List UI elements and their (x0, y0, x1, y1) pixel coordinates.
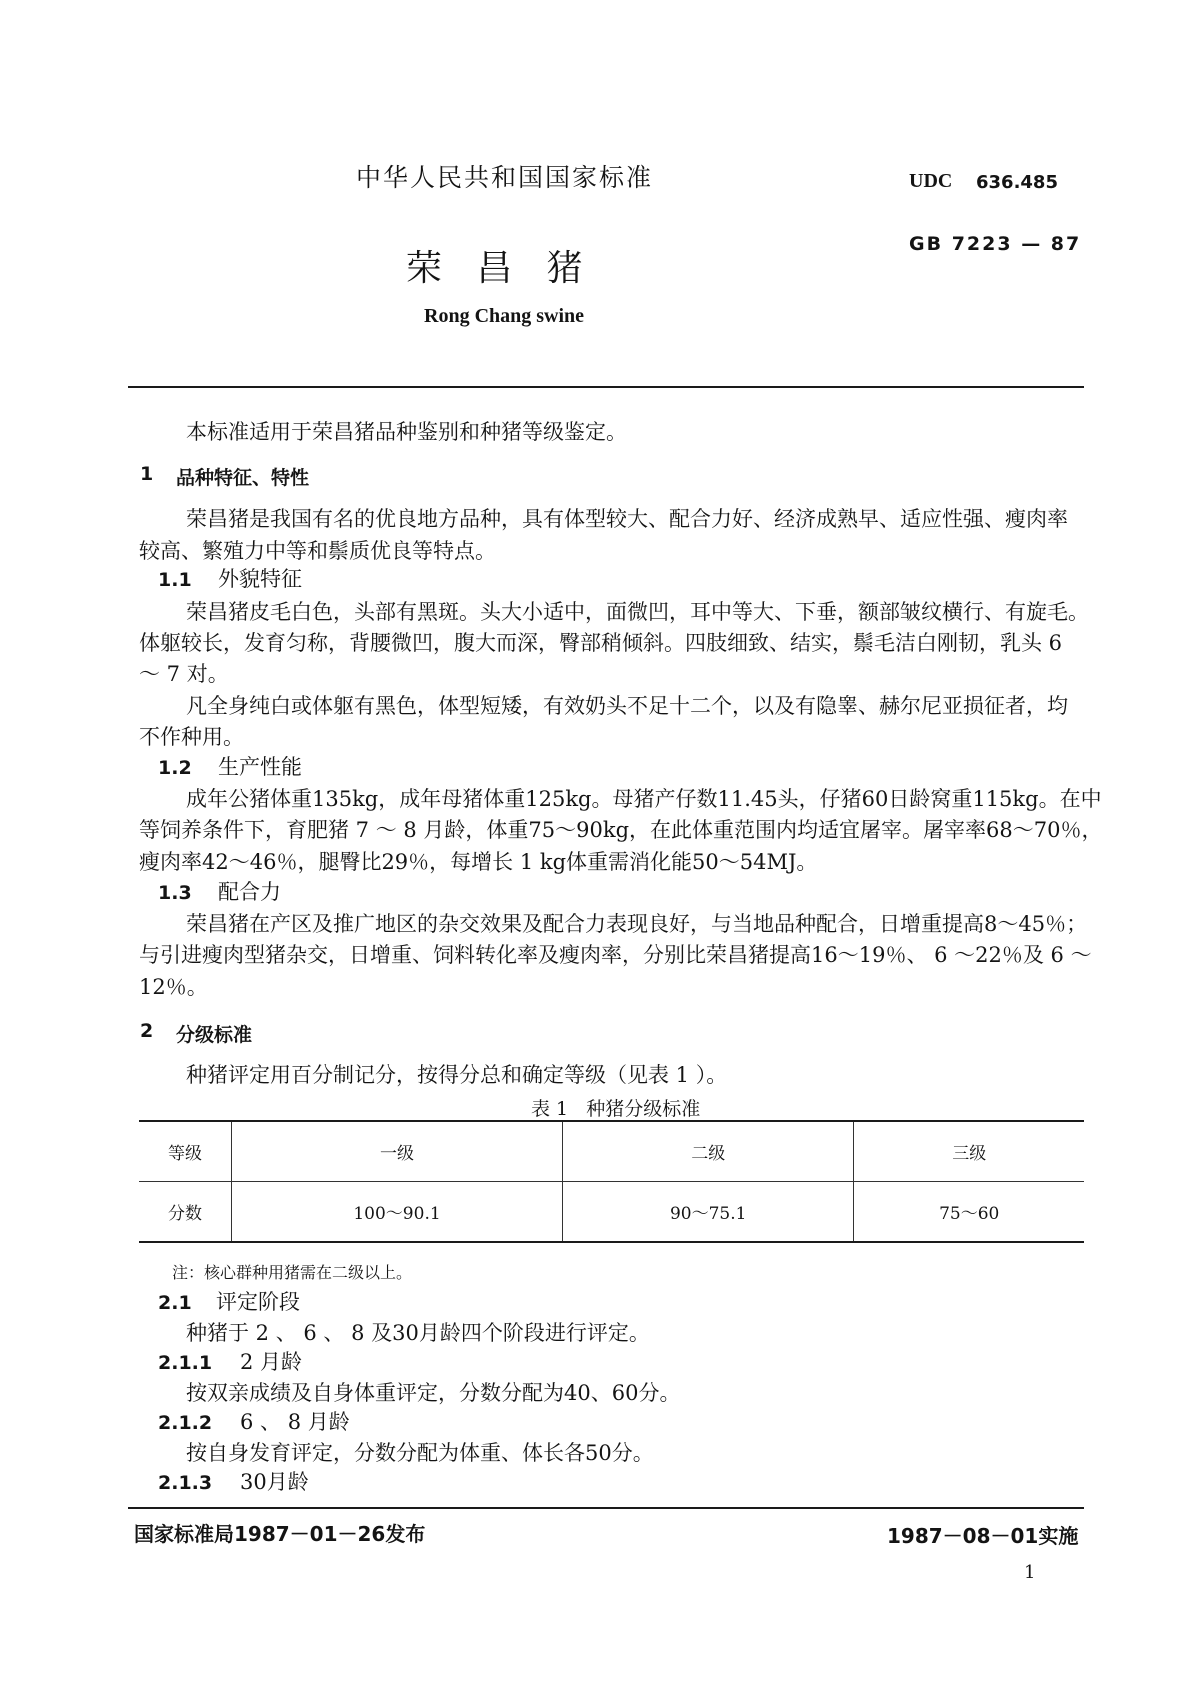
section-1-3-text: 12％。 (139, 975, 208, 999)
table-header-cell: 三级 (854, 1121, 1084, 1182)
section-2-1-1-number: 2.1.1 (158, 1352, 213, 1374)
section-1-2-text: 等饲养条件下，育肥猪 7 ～ 8 月龄，体重75～90kg，在此体重范围内均适宜屠宰。屠宰率68～70％， (139, 818, 1103, 842)
section-2-number: 2 (140, 1020, 154, 1042)
section-1-2-text: 瘦肉率42～46％，腿臀比29％，每增长 1 kg体重需消化能50～54MJ。 (139, 850, 818, 874)
udc-label: UDC (909, 170, 953, 192)
footer-rule (128, 1507, 1084, 1509)
table-caption: 表 1 种猪分级标准 (531, 1098, 701, 1120)
section-2-1-2-text: 按自身发育评定，分数分配为体重、体长各50分。 (186, 1441, 654, 1465)
section-1-3-title: 配合力 (218, 880, 281, 904)
english-title: Rong Chang swine (424, 305, 585, 327)
intro-paragraph: 本标准适用于荣昌猪品种鉴别和种猪等级鉴定。 (186, 420, 627, 444)
table-cell: 分数 (139, 1182, 232, 1243)
udc-number: 636.485 (976, 172, 1058, 193)
page-title: 荣 昌 猪 (406, 248, 583, 289)
table-header-cell: 二级 (563, 1121, 854, 1182)
section-2-text: 种猪评定用百分制记分，按得分总和确定等级（见表 1 ）。 (186, 1063, 728, 1087)
table-cell: 90～75.1 (563, 1182, 854, 1243)
table-cell: 75～60 (854, 1182, 1084, 1243)
section-1-3-text: 荣昌猪在产区及推广地区的杂交效果及配合力表现良好，与当地品种配合，日增重提高8～45％； (186, 912, 1088, 936)
section-1-number: 1 (140, 463, 154, 485)
standard-code: GB 7223 — 87 (909, 233, 1082, 255)
header-rule (128, 386, 1084, 388)
section-2-1-3-number: 2.1.3 (158, 1472, 213, 1494)
section-1-1-text: 凡全身纯白或体躯有黑色，体型短矮，有效奶头不足十二个，以及有隐睾、赫尔尼亚损征者，均 (186, 694, 1068, 718)
section-1-1-text: 不作种用。 (139, 725, 244, 749)
section-2-1-2-number: 2.1.2 (158, 1412, 213, 1434)
section-1-1-number: 1.1 (158, 569, 192, 591)
section-2-1-text: 种猪于 2 、 6 、 8 及30月龄四个阶段进行评定。 (186, 1321, 650, 1345)
section-1-3-number: 1.3 (158, 882, 192, 904)
table-row (139, 1182, 1084, 1243)
section-2-1-1-text: 按双亲成绩及自身体重评定，分数分配为40、60分。 (186, 1381, 681, 1405)
table-header-cell: 等级 (168, 1144, 202, 1164)
section-1-1-text: 体躯较长，发育匀称，背腰微凹，腹大而深，臀部稍倾斜。四肢细致、结实，鬃毛洁白刚韧，乳头 6 (139, 631, 1063, 655)
table-cell: 100～90.1 (232, 1182, 563, 1243)
section-2-1-2-title: 6 、 8 月龄 (240, 1410, 350, 1434)
section-1-1-title: 外貌特征 (218, 567, 302, 591)
section-1-2-number: 1.2 (158, 757, 192, 779)
section-2-1-number: 2.1 (158, 1292, 192, 1314)
section-2-1-title: 评定阶段 (216, 1290, 300, 1314)
issuing-agency: 中华人民共和国国家标准 (356, 163, 654, 192)
section-1-text: 荣昌猪是我国有名的优良地方品种，具有体型较大、配合力好、经济成熟早、适应性强、瘦肉率 (186, 507, 1068, 531)
effective-date: 1987－08－01实施 (887, 1524, 1079, 1548)
section-2-1-1-title: 2 月龄 (240, 1350, 303, 1374)
issue-date: 国家标准局1987－01－26发布 (134, 1522, 426, 1546)
section-1-1-text: ～ 7 对。 (139, 662, 229, 686)
table-header-row (139, 1121, 1084, 1182)
table-header-cell: 一级 (232, 1121, 563, 1182)
section-1-3-text: 与引进瘦肉型猪杂交，日增重、饲料转化率及瘦肉率，分别比荣昌猪提高16～19％、 6 ～22％及 6 ～ (139, 943, 1092, 967)
grading-table (139, 1120, 1084, 1243)
section-1-1-text: 荣昌猪皮毛白色，头部有黑斑。头大小适中，面微凹，耳中等大、下垂，额部皱纹横行、有旋毛。 (186, 600, 1089, 624)
section-1-2-title: 生产性能 (218, 755, 302, 779)
section-1-title: 品种特征、特性 (176, 467, 310, 489)
page-number: 1 (1024, 1562, 1036, 1583)
section-2-title: 分级标准 (176, 1024, 253, 1046)
section-1-2-text: 成年公猪体重135kg，成年母猪体重125kg。母猪产仔数11.45头，仔猪60日龄窝重115kg。在中 (186, 787, 1102, 811)
section-2-1-3-title: 30月龄 (240, 1470, 309, 1494)
section-1-text: 较高、繁殖力中等和鬃质优良等特点。 (139, 539, 496, 563)
table-note: 注：核心群种用猪需在二级以上。 (172, 1263, 413, 1282)
